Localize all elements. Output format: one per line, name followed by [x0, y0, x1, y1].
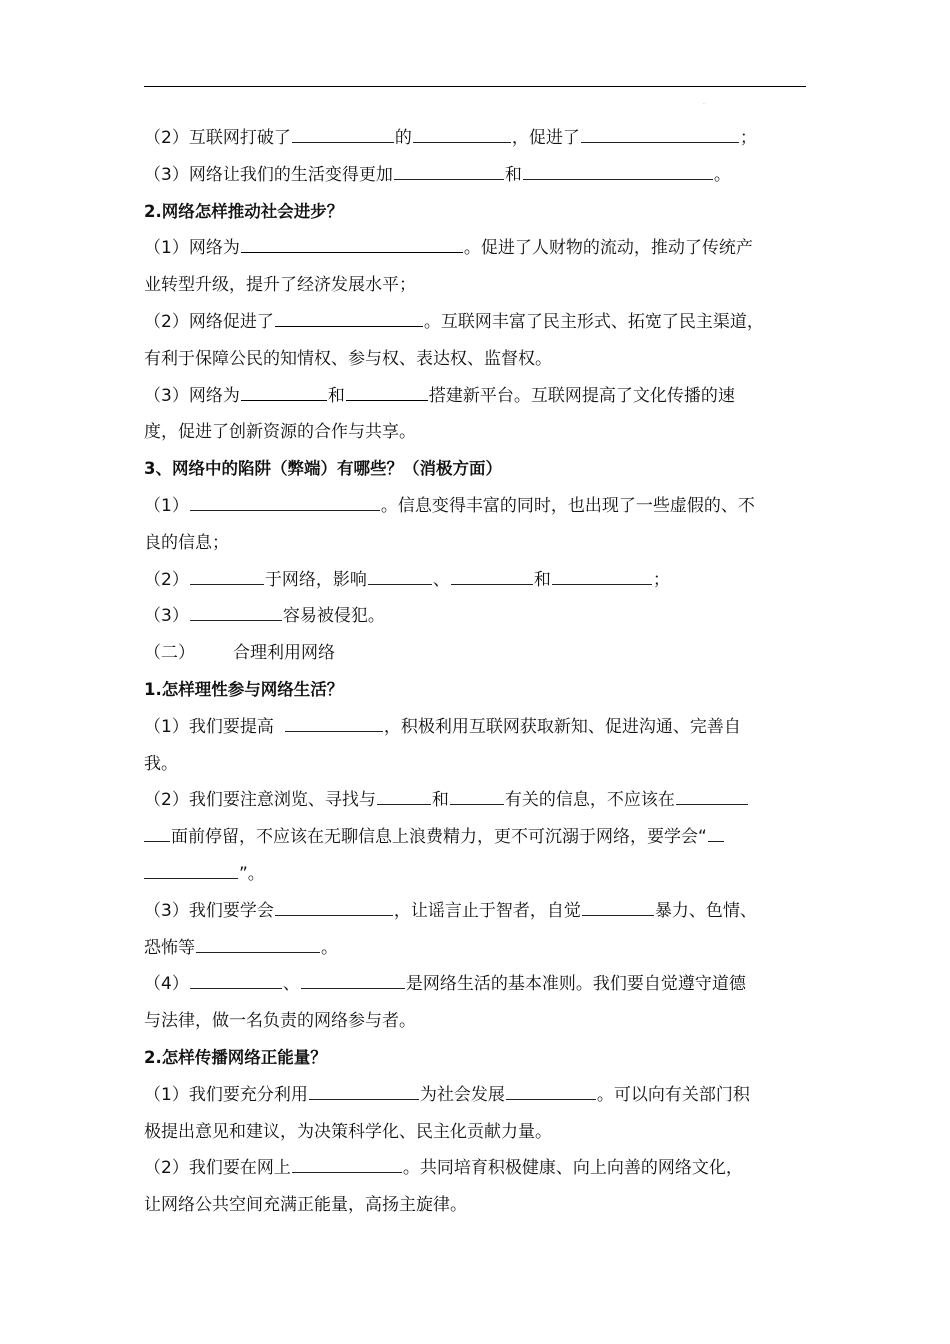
blank-field[interactable]: [292, 124, 394, 143]
blank-field[interactable]: [377, 786, 431, 805]
blank-field[interactable]: [523, 161, 713, 180]
blank-field[interactable]: [275, 897, 393, 916]
blank-field[interactable]: [394, 161, 504, 180]
blank-field[interactable]: [275, 308, 423, 327]
blank-field[interactable]: [190, 970, 282, 989]
blank-field[interactable]: [292, 1154, 402, 1173]
line-positive-2: （2）我们要在网上 。共同培育积极健康、向上向善的网络文化，: [144, 1150, 824, 1187]
line-rational-1: （1）我们要提高 ，积极利用互联网获取新知、促进沟通、完善自: [144, 709, 824, 746]
line-trap-addiction: （2） 于网络，影响 、 和 ；: [144, 562, 824, 599]
line-network-economy: （1）网络为 。促进了人财物的流动，推动了传统产: [144, 230, 824, 267]
blank-field[interactable]: [676, 786, 748, 805]
blank-field[interactable]: [190, 602, 282, 621]
line-continuation: ”。: [144, 856, 824, 893]
blank-field[interactable]: [582, 897, 654, 916]
line-continuation: 面前停留，不应该在无聊信息上浪费精力，更不可沉溺于网络，要学会“: [144, 819, 824, 856]
blank-field[interactable]: [144, 823, 170, 842]
blank-field[interactable]: [506, 1081, 596, 1100]
line-rational-2: （2）我们要注意浏览、寻找与 和 有关的信息，不应该在: [144, 782, 824, 819]
blank-field[interactable]: [196, 934, 320, 953]
blank-field[interactable]: [450, 786, 504, 805]
blank-field[interactable]: [285, 713, 383, 732]
blank-field[interactable]: [346, 382, 428, 401]
blank-field[interactable]: [552, 566, 652, 585]
blank-field[interactable]: [581, 124, 739, 143]
worksheet-body: [144, 120, 824, 1224]
line-positive-1: （1）我们要充分利用 为社会发展 。可以向有关部门积: [144, 1077, 824, 1114]
line-rational-4: （4） 、 是网络生活的基本准则。我们要自觉遵守道德: [144, 966, 824, 1003]
header-dot: .: [703, 99, 705, 106]
line-continuation: 让网络公共空间充满正能量，高扬主旋律。: [144, 1195, 467, 1216]
section-heading: 1.怎样理性参与网络生活？: [144, 679, 344, 699]
line-continuation: 度，促进了创新资源的合作与共享。: [144, 422, 416, 443]
line-continuation: 与法律，做一名负责的网络参与者。: [144, 1011, 416, 1032]
line-3-life-richer: （3）网络让我们的生活变得更加 和 。: [144, 157, 824, 194]
line-trap-privacy: （3） 容易被侵犯。: [144, 598, 824, 635]
line-trap-info: （1） 。信息变得丰富的同时，也出现了一些虚假的、不: [144, 488, 824, 525]
line-continuation: 良的信息；: [144, 532, 229, 553]
blank-field[interactable]: [190, 566, 264, 585]
blank-field[interactable]: [241, 382, 327, 401]
line-continuation: 我。: [144, 753, 178, 774]
line-continuation: 恐怖等 。: [144, 930, 824, 967]
line-continuation: 有利于保障公民的知情权、参与权、表达权、监督权。: [144, 348, 552, 369]
blank-field[interactable]: [368, 566, 432, 585]
line-continuation: 极提出意见和建议，为决策科学化、民主化贡献力量。: [144, 1121, 552, 1142]
blank-field[interactable]: [301, 970, 405, 989]
line-network-culture: （3）网络为 和 搭建新平台。互联网提高了文化传播的速: [144, 378, 824, 415]
blank-field[interactable]: [144, 860, 238, 879]
blank-field[interactable]: [451, 566, 533, 585]
header-rule: [144, 86, 806, 87]
line-rational-3: （3）我们要学会 ，让谣言止于智者，自觉 暴力、色情、: [144, 893, 824, 930]
line-network-democracy: （2）网络促进了 。互联网丰富了民主形式、拓宽了民主渠道，: [144, 304, 824, 341]
blank-field[interactable]: [190, 492, 380, 511]
line-continuation: 业转型升级，提升了经济发展水平；: [144, 275, 416, 296]
blank-field[interactable]: [413, 124, 511, 143]
section-heading: 2.网络怎样推动社会进步？: [144, 201, 344, 221]
line-2-internet-breaks: （2）互联网打破了 的 ，促进了 ；: [144, 120, 824, 157]
blank-field[interactable]: [309, 1081, 419, 1100]
section-heading: 2.怎样传播网络正能量？: [144, 1047, 327, 1067]
subsection-title: （二） 合理利用网络: [144, 643, 335, 664]
blank-field[interactable]: [241, 234, 463, 253]
blank-field[interactable]: [708, 823, 724, 842]
section-heading: 3、网络中的陷阱（弊端）有哪些？（消极方面）: [144, 459, 502, 479]
